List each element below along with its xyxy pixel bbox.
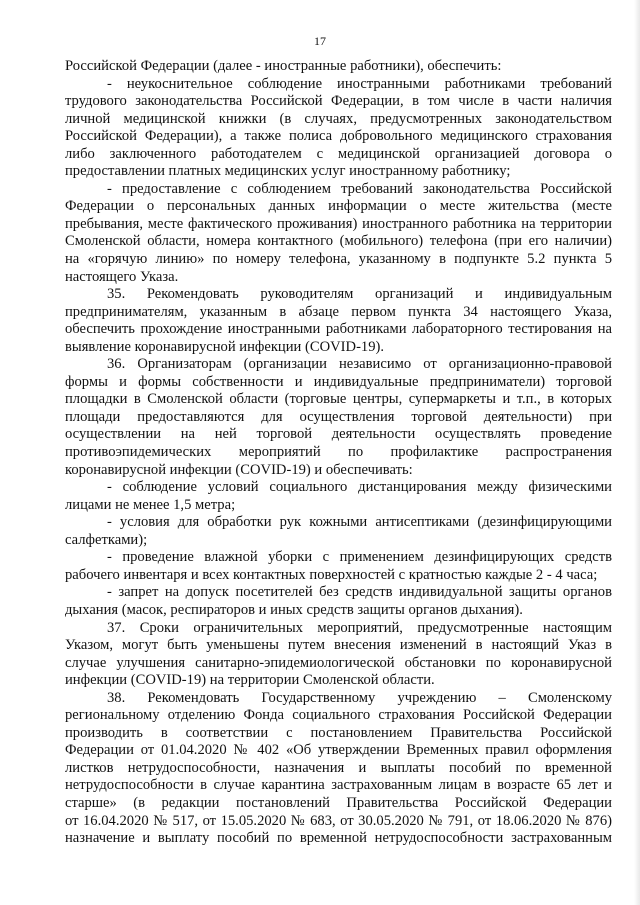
text-line: - соблюдение условий социального дистанцирования между физическими [107, 479, 612, 496]
text-line: - предоставление с соблюдением требований законодательства Российской [107, 180, 612, 197]
text-line: случае улучшения санитарно-эпидемиологической обстановки по коронавирусной [65, 654, 612, 671]
text-line: 35. Рекомендовать руководителям организаций и индивидуальным [107, 286, 612, 303]
text-line: - условия для обработки рук кожными антисептиками (дезинфицирующими [107, 514, 612, 531]
text-line: либо заключенного работодателем с медицинской организацией договора о [65, 145, 612, 162]
text-line: Указом, могут быть уменьшены путем внесения изменений в настоящий Указ в [65, 637, 612, 654]
text-line: салфетками); [65, 531, 148, 548]
text-line: Российской Федерации (далее - иностранные работники), обеспечить: [65, 58, 502, 74]
text-line: листков нетрудоспособности, назначения и выплаты пособий по временной [65, 759, 612, 776]
text-line: коронавирусной инфекции (COVID-19) и обеспечивать: [65, 461, 413, 478]
text-line: 36. Организаторам (организации независимо от организационно-правовой [107, 356, 612, 373]
text-line: противоэпидемических мероприятий по профилактике распространения [65, 444, 612, 461]
text-line: Федерации от 01.04.2020 № 402 «Об утверждении Временных правил оформления [65, 742, 612, 759]
page-number: 17 [314, 34, 326, 48]
text-line: производить в соответствии с постановлением Правительства Российской [65, 724, 612, 741]
text-line: нетрудоспособности в случае карантина застрахованным лицам в возрасте 65 лет и [65, 777, 612, 794]
document-body [65, 58, 612, 848]
text-line: - проведение влажной уборки с применением дезинфицирующих средств [107, 549, 612, 566]
text-line: площадки в Смоленской области (торговые центры, супермаркеты и т.п., в которых [65, 391, 612, 408]
text-line: осуществлении на ней торговой деятельности осуществлять проведение [65, 426, 612, 443]
text-line: Смоленской области, номера контактного (мобильного) телефона (при его наличии) [65, 233, 612, 250]
text-line: Российской Федерации), а также полиса добровольного медицинского страхования [65, 128, 612, 145]
text-line: настоящего Указа. [65, 268, 179, 285]
text-line: 38. Рекомендовать Государственному учреждению – Смоленскому [107, 689, 612, 706]
text-line: рабочего инвентаря и всех контактных поверхностей с кратностью каждые 2 - 4 часа; [65, 566, 598, 583]
text-line: от 16.04.2020 № 517, от 15.05.2020 № 683, от 30.05.2020 № 791, от 18.06.2020 № 876) [65, 812, 612, 829]
text-line: обеспечить прохождение иностранными работниками лабораторного тестирования на [65, 321, 612, 338]
text-line: формы и формы собственности и индивидуальные предприниматели) торговой [65, 373, 612, 390]
text-line: инфекции (COVID-19) на территории Смоленской области. [65, 672, 435, 689]
text-line: на «горячую линию» по номеру телефона, указанному в подпункте 5.2 пункта 5 [65, 251, 612, 268]
text-line: пребывания, месте фактического проживания) иностранного работника на территории [65, 215, 612, 232]
text-line: - запрет на допуск посетителей без средств индивидуальной защиты органов [107, 584, 612, 601]
text-line: региональному отделению Фонда социального страхования Российской Федерации [65, 707, 612, 724]
text-line: назначение и выплату пособий по временной нетрудоспособности застрахованным [65, 830, 612, 847]
text-line: выявление коронавирусной инфекции (COVID-19). [65, 338, 385, 355]
text-line: старше» (в редакции постановлений Правительства Российской Федерации [65, 794, 612, 811]
text-line: Федерации о персональных данных информации о месте жительства (месте [65, 198, 612, 215]
text-line: - неукоснительное соблюдение иностранными работниками требований [107, 75, 612, 92]
text-line: предпринимателям, указанным в абзаце первом пункта 34 настоящего Указа, [65, 303, 612, 320]
text-line: личной медицинской книжки (в случаях, предусмотренных законодательством [65, 110, 612, 127]
text-line: предоставлении платных медицинских услуг иностранному работнику; [65, 163, 511, 180]
text-line: дыхания (масок, респираторов и иных средств защиты органов дыхания). [65, 601, 523, 618]
text-line: площади предоставляются для осуществления торговой деятельности) при [65, 408, 612, 425]
text-line: 37. Сроки ограничительных мероприятий, предусмотренные настоящим [107, 619, 612, 636]
page-edge [634, 0, 640, 905]
text-line: лицами не менее 1,5 метра; [65, 496, 236, 513]
text-line: трудового законодательства Российской Федерации, в том числе в части наличия [65, 93, 612, 110]
